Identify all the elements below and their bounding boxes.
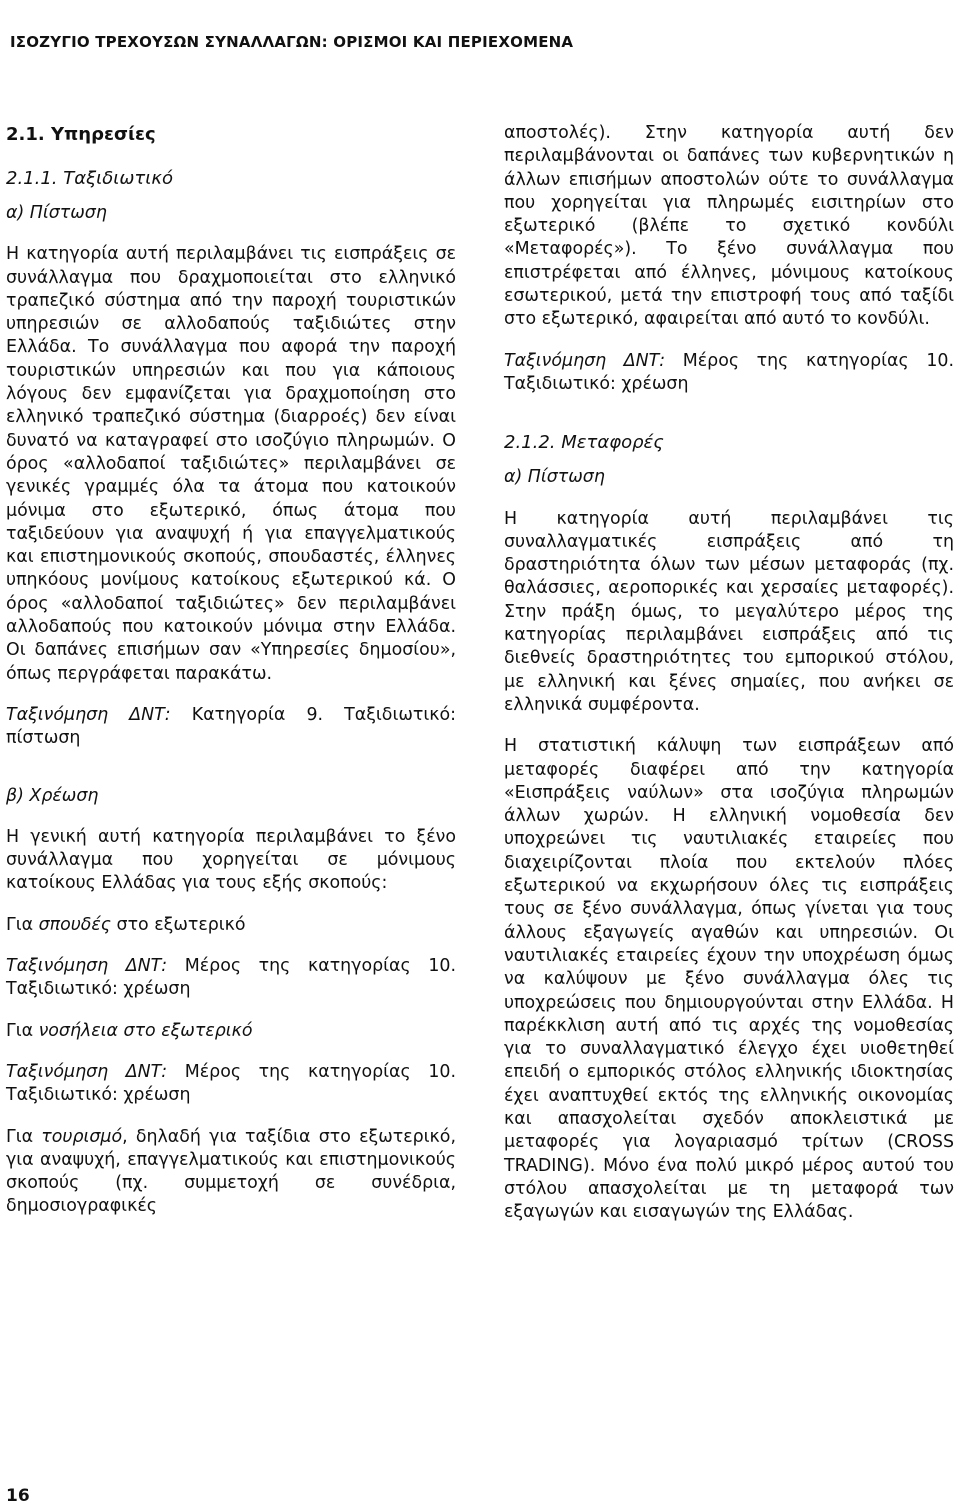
transport-paragraph-1: Η κατηγορία αυτή περιλαμβάνει τις συναλλαγματικές εισπράξεις από τη δραστηριότητα όλων των μέσων μεταφοράς (πχ. θαλάσσιες, αεροπορικές και χερσαίες μεταφορές). Στην πράξη όμως, το μεγαλύτερο μέρος της κατηγορίας περιλαμβάνει εισπράξεις από τις διεθνείς δραστηριότητες του εμπορικού στόλου, με ελληνική και ξένες σημαίες, που ανήκει σε ελληνικά συμφέροντα. <box>504 508 954 715</box>
tourism-emphasis: τουρισμό <box>41 1126 123 1147</box>
travel-classification <box>504 350 954 397</box>
studies-suffix: στο εξωτερικό <box>111 914 246 935</box>
tourism-prefix: Για <box>6 1126 42 1147</box>
classification-text: Κατηγορία 9. Ταξιδιωτικό: πίστωση <box>6 704 456 749</box>
tourism-paragraph <box>6 1126 456 1219</box>
transport-paragraph-2: Η στατιστική κάλυψη των εισπράξεων από μεταφορές διαφέρει από την κατηγορία «Εισπράξεις ναύλων» στα ισοζύγια πληρωμών άλλων χωρών. Η ελληνική νομοθεσία δεν υποχρεώνει τις ναυτιλιακές εταιρείες που διαχειρίζονται πλοία που εκτελούν πλόες εξωτερικού να εκχωρήσουν όλες τις εισπράξεις τους σε ξένο συνάλλαγμα, όπως γίνεται για τους άλλους εξαγωγείς αγαθών και υπηρεσιών. Οι ναυτιλιακές εταιρείες έχουν την υποχρέωση όμως να καλύψουν με ξένο συνάλλαγμα όλες τις υποχρεώσεις που δημιουργούνται στην Ελλάδα. Η παρέκκλιση αυτή από τις αρχές της νομοθεσίας για το συναλλαγματικό έλεγχο έχει υιοθετηθεί επειδή ο εμπορικός στόλος ελληνικής ιδιοκτησίας έχει αναπτυχθεί εκτός της ελληνικής οικονομίας και απασχολείται σχεδόν αποκλειστικά με μεταφορές για λογαριασμό τρίτων (CROSS TRADING). Μόνο ένα πολύ μικρό μέρος αυτού του στόλου απασχολείται με τη μεταφορά των εξαγωγών και εισαγωγών της Ελλάδας. <box>504 736 954 1223</box>
subsection-title: 2.1.1. Ταξιδιωτικό <box>6 168 173 189</box>
classification-text: Μέρος της κατηγορίας 10. Ταξιδιωτικό: χρέωση <box>6 1061 456 1106</box>
medical-line <box>6 1020 456 1043</box>
credit-heading: α) Πίστωση <box>6 203 107 223</box>
continuation-paragraph: αποστολές). Στην κατηγορία αυτή δεν περιλαμβάνονται οι δαπάνες των κυβερνητικών η άλλων επισήμων αποστολών ούτε το συνάλλαγμα που χορηγείται για πληρωμές εισιτηρίων στο εξωτερικό (βλέπε το σχετικό κονδύλι «Μεταφορές»). Το ξένο συνάλλαγμα που επιστρέφεται από έλληνες, μόνιμους κατοίκους εσωτερικού, μετά την επιστροφή τους από ταξίδι στο εξωτερικό, αφαιρείται από αυτό το κονδύλι. <box>504 123 954 330</box>
studies-line <box>6 914 456 937</box>
section-title: 2.1. Υπηρεσίες <box>6 124 156 145</box>
credit-paragraph: Η κατηγορία αυτή περιλαμβάνει τις εισπράξεις σε συνάλλαγμα που δραχμοποιείται στο ελληνικό τραπεζικό σύστημα από την παροχή τουριστικών υπηρεσιών σε αλλοδαπούς ταξιδιώτες στην Ελλάδα. Το συνάλλαγμα που αφορά την παροχή τουριστικών υπηρεσιών και που για κάποιους λόγους δεν εμφανίζεται για δραχμοποίηση στο ελληνικό τραπεζικό σύστημα (διαρροές) δεν είναι δυνατό να καταγραφεί στο ισοζύγιο πληρωμών. Ο όρος «αλλοδαποί ταξιδιώτες» περιλαμβάνει σε γενικές γραμμές όλα τα άτομα που κατοικούν μόνιμα στο εξωτερικό, όπως άτομα που ταξιδεύουν για αναψυχή ή για επαγγελματικούς και επιστημονικούς σκοπούς, σπουδαστές, έλληνες υπηκόους μονίμους κατοίκους εξωτερικού κά. Ο όρος «αλλοδαποί ταξιδιώτες» δεν περιλαμβάνει αλλοδαπούς που κατοικούν μόνιμα στην Ελλάδα. Οι δαπάνες επισήμων σαν «Υπηρεσίες δημοσίου», όπως περγράφεται παρακάτω. <box>6 244 456 684</box>
left-column <box>6 122 456 1219</box>
studies-prefix: Για <box>6 914 39 935</box>
transport-credit-heading: α) Πίστωση <box>504 467 605 488</box>
classification-label: Ταξινόμηση ΔΝΤ: <box>504 350 666 371</box>
studies-classification <box>6 955 456 1002</box>
medical-emphasis: νοσήλεια στο εξωτερικό <box>38 1020 253 1041</box>
transport-title: 2.1.2. Μεταφορές <box>504 432 664 454</box>
running-header: ΙΣΟΖΥΓΙΟ ΤΡΕΧΟΥΣΩΝ ΣΥΝΑΛΛΑΓΩΝ: ΟΡΙΣΜΟΙ ΚΑΙ ΠΕΡΙΕΧΟΜΕΝΑ <box>10 33 574 51</box>
tourism-suffix: , δηλαδή για ταξίδια στο εξωτερικό, για αναψυχή, επαγγελματικούς και επιστημονικούς σκοπούς (πχ. συμμετοχή σε συνέδρια, δημοσιογραφικές <box>6 1126 456 1217</box>
page-number: 16 <box>6 1486 30 1506</box>
right-column <box>504 122 954 1224</box>
classification-text: Μέρος της κατηγορίας 10. Ταξιδιωτικό: χρέωση <box>504 350 954 394</box>
credit-classification <box>6 704 456 751</box>
classification-label: Ταξινόμηση ΔΝΤ: <box>6 956 168 977</box>
debit-heading: β) Χρέωση <box>6 785 99 806</box>
classification-text: Μέρος της κατηγορίας 10. Ταξιδιωτικό: χρέωση <box>6 956 456 1000</box>
medical-classification <box>6 1061 456 1108</box>
studies-emphasis: σπουδές <box>38 914 112 935</box>
medical-prefix: Για <box>6 1020 39 1041</box>
classification-label: Ταξινόμηση ΔΝΤ: <box>6 1061 168 1082</box>
classification-label: Ταξινόμηση ΔΝΤ: <box>6 704 171 725</box>
debit-paragraph: Η γενική αυτή κατηγορία περιλαμβάνει το ξένο συνάλλαγμα που χορηγείται σε μόνιμους κατοίκους Ελλάδας για τους εξής σκοπούς: <box>6 826 456 894</box>
